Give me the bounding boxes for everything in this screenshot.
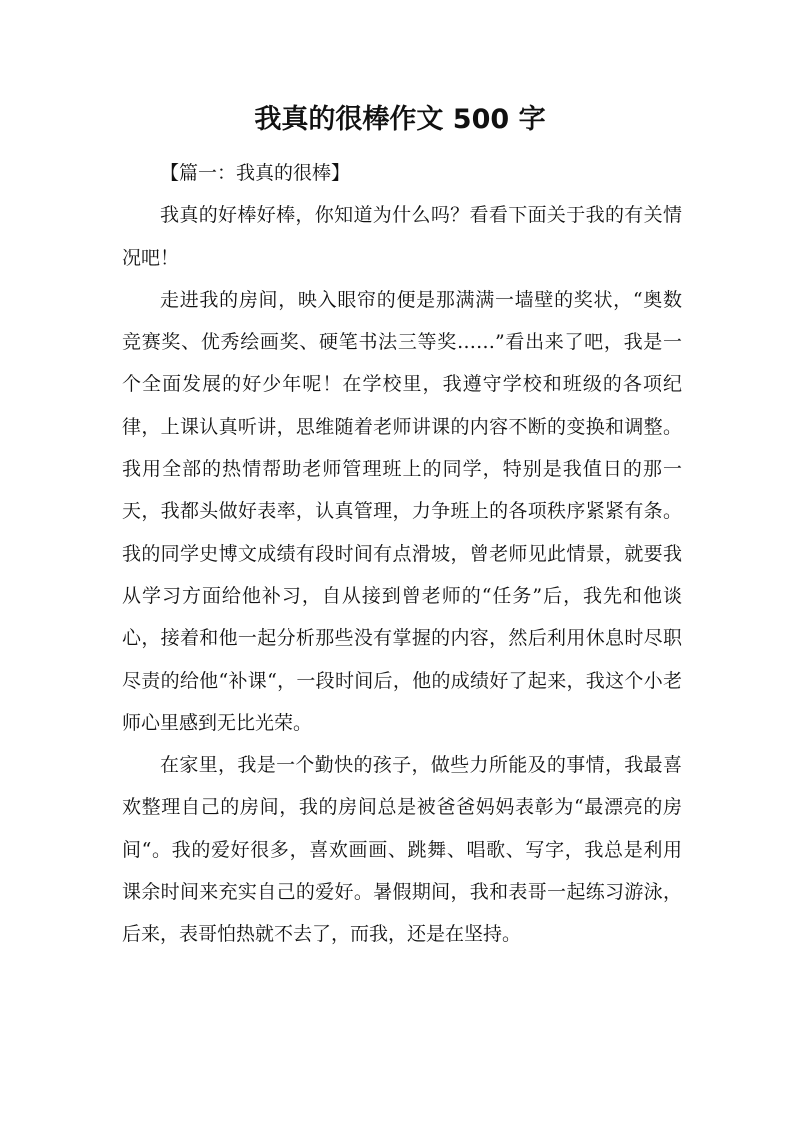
document-body — [122, 152, 682, 956]
document-title: 我真的很棒作文 500 字 — [254, 104, 546, 135]
section-heading: 【篇一：我真的很棒】 — [160, 162, 351, 184]
paragraph-school: 走进我的房间，映入眼帘的便是那满满一墙壁的奖状，“奥数竞赛奖、优秀绘画奖、硬笔书法三等奖……”看出来了吧，我是一个全面发展的好少年呢！在学校里，我遵守学校和班级的各项纪律，上课认真听讲，思维随着老师讲课的内容不断的变换和调整。我用全部的热情帮助老师管理班上的同学，特别是我值日的那一天，我都头做好表率，认真管理，力争班上的各项秩序紧紧有条。我的同学史博文成绩有段时间有点滑坡，曾老师见此情景，就要我从学习方面给他补习，自从接到曾老师的“任务”后，我先和他谈心，接着和他一起分析那些没有掌握的内容，然后利用休息时尽职尽责的给他“补课“，一段时间后，他的成绩好了起来，我这个小老师心里感到无比光荣。 — [122, 288, 682, 734]
paragraph-home: 在家里，我是一个勤快的孩子，做些力所能及的事情，我最喜欢整理自己的房间，我的房间总是被爸爸妈妈表彰为“最漂亮的房间“。我的爱好很多，喜欢画画、跳舞、唱歌、写字，我总是利用课余时间来充实自己的爱好。暑假期间，我和表哥一起练习游泳，后来，表哥怕热就不去了，而我，还是在坚持。 — [122, 754, 682, 946]
paragraph-intro: 我真的好棒好棒，你知道为什么吗？看看下面关于我的有关情况吧！ — [122, 204, 682, 269]
